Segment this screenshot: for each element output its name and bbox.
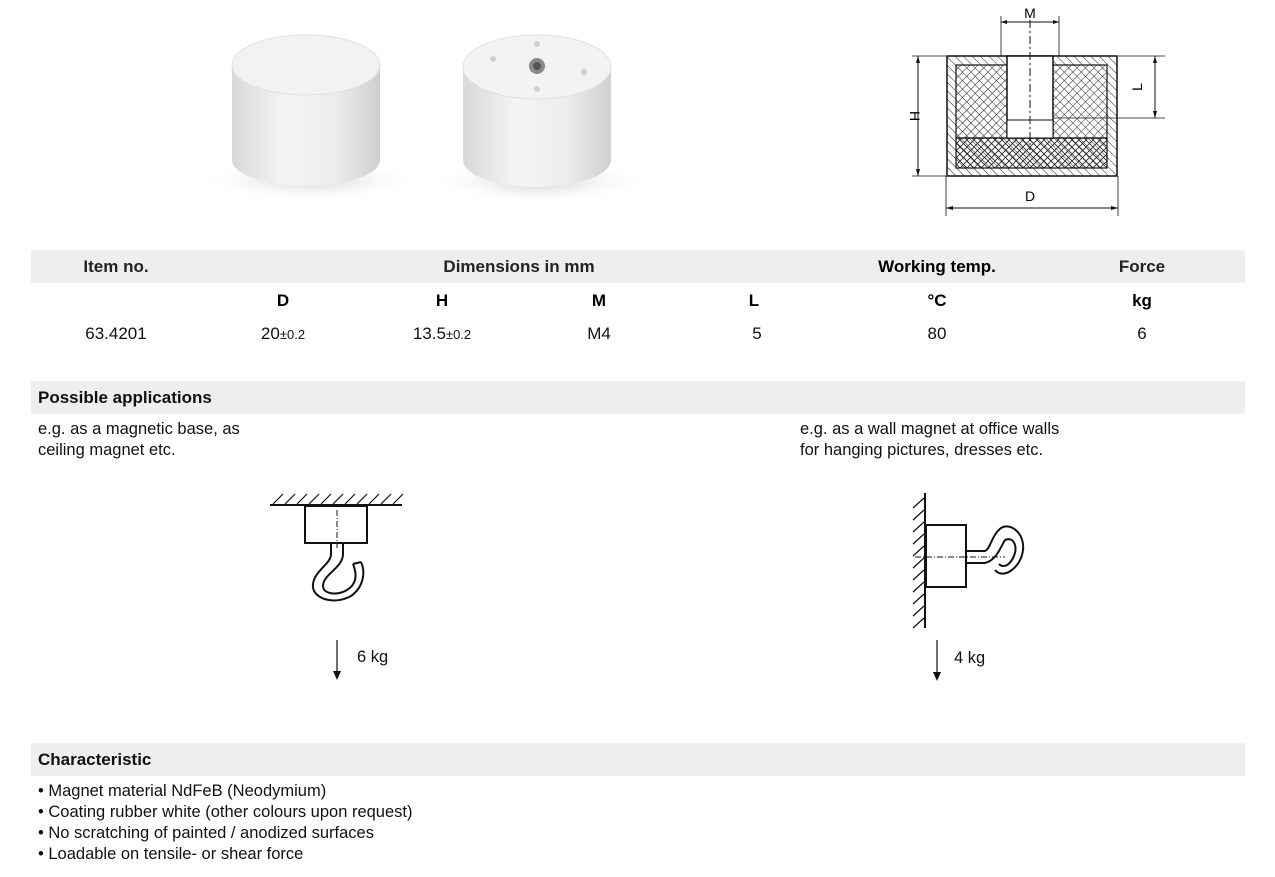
subheader-h: H [435, 291, 449, 310]
drawing-label-l: L [1129, 83, 1145, 91]
header-force: Force [1118, 257, 1166, 276]
applications-band [31, 381, 1245, 414]
header-item-no: Item no. [83, 257, 149, 276]
characteristic-item: • Loadable on tensile- or shear force [38, 845, 304, 863]
characteristic-title: Characteristic [38, 750, 152, 769]
row-l: 5 [752, 324, 762, 343]
applications-right-line1: e.g. as a wall magnet at office walls [800, 420, 1060, 438]
applications-left-line2: ceiling magnet etc. [38, 441, 176, 459]
subheader-force-unit: kg [1132, 291, 1152, 310]
row-d-tolerance: ±0.2 [279, 327, 306, 342]
characteristic-list [38, 781, 412, 865]
characteristic-item: • Coating rubber white (other colours upon request) [38, 803, 413, 821]
row-m: M4 [587, 324, 611, 343]
wall-force-label: 4 kg [954, 649, 986, 667]
drawing-label-d: D [1024, 188, 1036, 204]
row-h-tolerance: ±0.2 [445, 327, 472, 342]
product-photo [180, 10, 660, 240]
subheader-d: D [276, 291, 290, 310]
technical-drawing [890, 0, 1180, 230]
drawing-label-m: M [1024, 5, 1036, 21]
applications-left-line1: e.g. as a magnetic base, as [38, 420, 240, 438]
ceiling-force-label: 6 kg [357, 648, 389, 666]
row-h-value: 13.5 [412, 324, 446, 343]
subheader-m: M [591, 291, 607, 310]
applications-title: Possible applications [38, 388, 212, 407]
row-d [223, 324, 343, 344]
row-temp: 80 [927, 324, 947, 343]
characteristic-item: • Magnet material NdFeB (Neodymium) [38, 782, 327, 800]
row-h [382, 324, 502, 344]
row-force: 6 [1137, 324, 1147, 343]
magnet-left [232, 35, 380, 186]
drawing-label-h: H [907, 110, 923, 122]
applications-left-text [38, 419, 240, 461]
header-dimensions: Dimensions in mm [443, 257, 595, 276]
characteristic-item: • No scratching of painted / anodized surfaces [38, 824, 374, 842]
applications-right-line2: for hanging pictures, dresses etc. [800, 441, 1044, 459]
row-d-value: 20 [260, 324, 280, 343]
header-working-temp: Working temp. [878, 257, 996, 276]
characteristic-band [31, 743, 1245, 776]
magnet-right [463, 35, 611, 187]
subheader-temp-unit: °C [927, 291, 947, 310]
subheader-l: L [748, 291, 760, 310]
ceiling-magnet-illustration [265, 488, 410, 688]
drawing-core [956, 138, 1107, 168]
applications-right-text [800, 419, 1059, 461]
row-item-no: 63.4201 [85, 324, 147, 343]
